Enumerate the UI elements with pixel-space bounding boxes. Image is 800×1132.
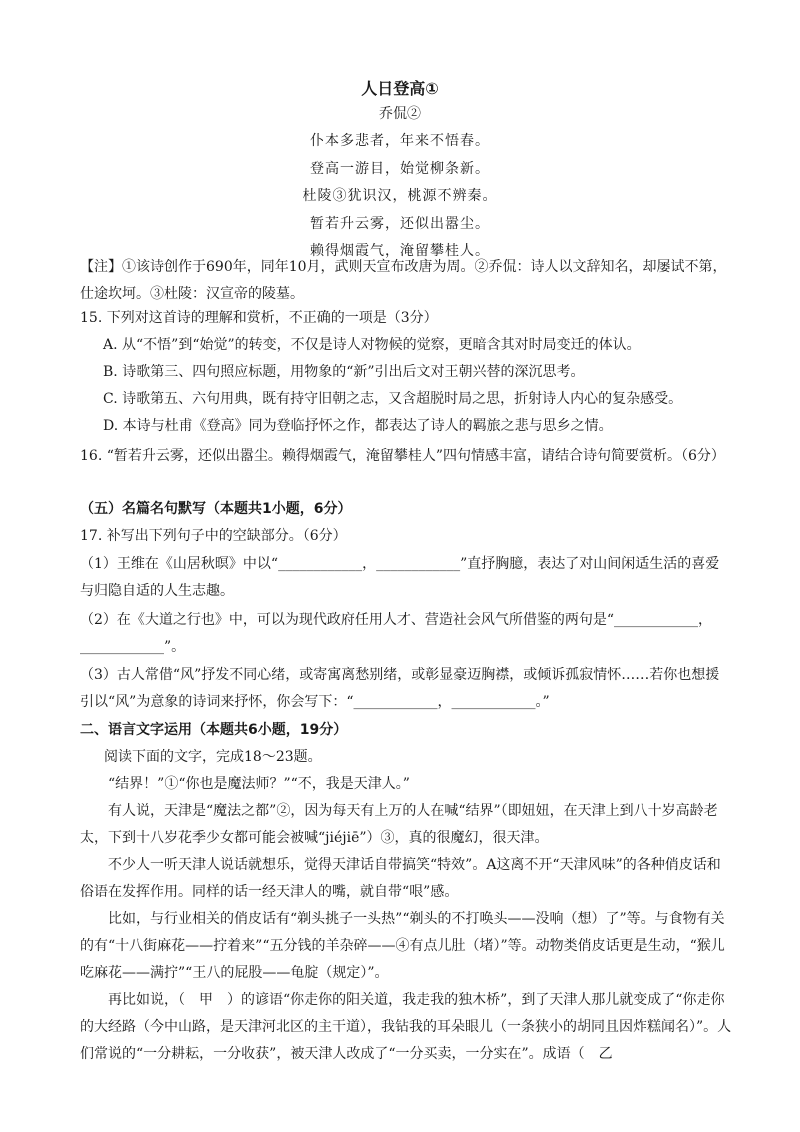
section-2-heading: 二、语言文字运用（本题共6小题，19分） <box>80 722 348 738</box>
poem-note: 【注】①该诗创作于690年，同年10月，武则天宣布改唐为周。②乔侃：诗人以文辞知名，却屡试不第，仕途坎坷。③杜陵：汉宣帝的陵墓。 <box>80 259 727 302</box>
poem-line: 登高一游目，始觉柳条新。 <box>310 160 490 177</box>
fill-blank-item-2: （2）在《大道之行也》中，可以为现代政府任用人才、营造社会风气所借鉴的两句是“____________，____________”。 <box>80 612 713 655</box>
question-15-option-a: A. 从“不悟”到“始觉”的转变，不仅是诗人对物候的觉察，更暗含其对时局变迁的体认。 <box>103 337 641 353</box>
reading-instruction: 阅读下面的文字，完成18～23题。 <box>104 749 322 765</box>
question-16: 16. “暂若升云雾，还似出嚣尘。赖得烟霞气，淹留攀桂人”四句情感丰富，请结合诗句简要赏析。（6分） <box>80 448 725 464</box>
poem-title: 人日登高① <box>361 79 439 98</box>
passage-paragraph: “结界！”①“你也是魔法师？”“不，我是天津人。” <box>108 776 410 792</box>
question-15-option-d: D. 本诗与杜甫《登高》同为登临抒怀之作，都表达了诗人的羁旅之悲与思乡之情。 <box>103 418 613 434</box>
passage-paragraph: 比如，与行业相关的俏皮话有“剃头挑子一头热”“剃头的不打唤头——没响（想）了”等。与食物有关的有“十八街麻花——拧着来”“五分钱的羊杂碎——④有点儿肚（堵）”等。动物类俏皮话更是生动，“猴儿吃麻花——满拧”“王八的屁股——龟腚（规定）”。 <box>80 911 725 981</box>
question-15-option-c: C. 诗歌第五、六句用典，既有持守旧朝之志，又含超脱时局之思，折射诗人内心的复杂感受。 <box>103 391 683 407</box>
poem-body <box>0 128 800 266</box>
poem-author: 乔侃② <box>379 106 421 122</box>
question-15-stem: 15. 下列对这首诗的理解和赏析，不正确的一项是（3分） <box>80 310 438 326</box>
passage-paragraph: 有人说，天津是“魔法之都”②，因为每天有上万的人在喊“结界”（即妞妞，在天津上到八十岁高龄老太，下到十八岁花季少女都可能会被喊“jiéjiē”）③，真的很魔幻，很天津。 <box>80 803 718 846</box>
fill-blank-item-3: （3）古人常借“风”抒发不同心绪，或寄寓离愁别绪，或彰显豪迈胸襟，或倾诉孤寂情怀……若你也想援引以“风”为意象的诗词来抒怀，你会写下：“____________，____________。” <box>80 667 720 710</box>
poem-line: 杜陵③犹识汉，桃源不辨秦。 <box>302 188 498 204</box>
passage-paragraph: 再比如说，（ 甲 ）的谚语“你走你的阳关道，我走我的独木桥”，到了天津人那儿就变成了“你走你的大经路（今中山路，是天津河北区的主干道），我钻我的耳朵眼儿（一条狭小的胡同且因炸糕闻名）”。人们常说的“一分耕耘，一分收获”，被天津人改成了“一分买卖，一分实在”。成语（ 乙 <box>80 992 732 1062</box>
poem-line: 暂若升云雾，还似出嚣尘。 <box>310 215 490 232</box>
passage-paragraph: 不少人一听天津人说话就想乐，觉得天津话自带搞笑“特效”。A这离不开“天津风味”的各种俏皮话和俗语在发挥作用。同样的话一经天津人的嘴，就自带“哏”感。 <box>80 857 721 900</box>
fill-blank-item-1: （1）王维在《山居秋暝》中以“____________，____________”直抒胸臆，表达了对山间闲适生活的喜爱与归隐自适的人生志趣。 <box>80 556 720 599</box>
poem-line: 赖得烟霞气，淹留攀桂人。 <box>310 243 490 259</box>
question-15-option-b: B. 诗歌第三、四句照应标题，用物象的“新”引出后文对王朝兴替的深沉思考。 <box>103 364 585 380</box>
question-17: 17. 补写出下列句子中的空缺部分。（6分） <box>80 528 347 544</box>
poem-line: 仆本多悲者，年来不悟春。 <box>310 133 490 149</box>
section-5-heading: （五）名篇名句默写（本题共1小题，6分） <box>80 501 352 517</box>
